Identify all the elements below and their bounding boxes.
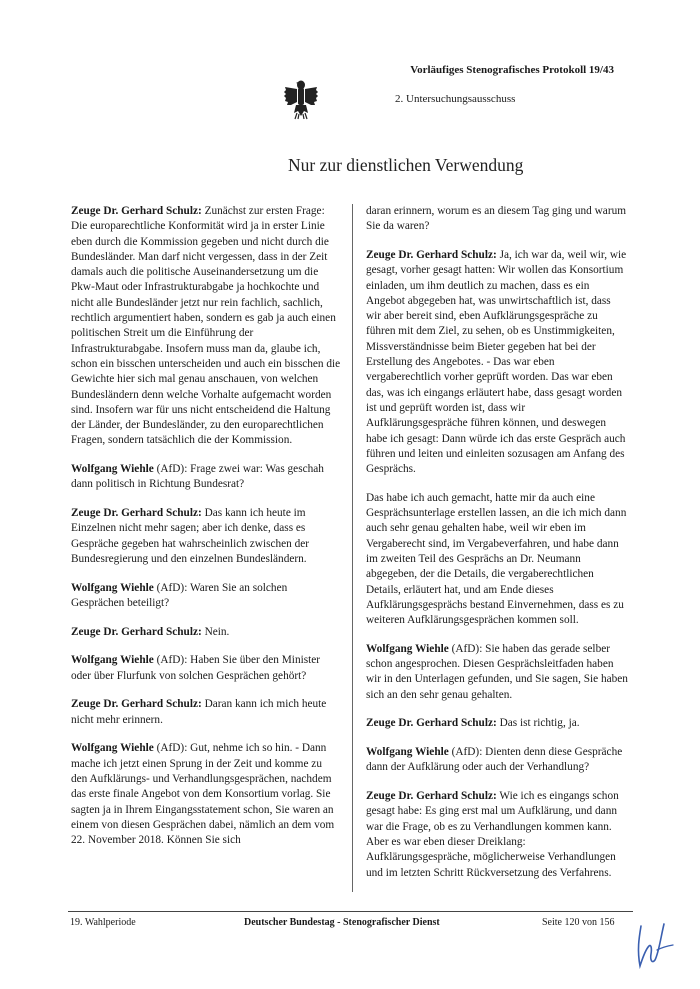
speaker-name: Wolfgang Wiehle [366, 746, 449, 759]
restricted-notice: Nur zur dienstlichen Verwendung [288, 155, 524, 175]
speaker-name: Zeuge Dr. Gerhard Schulz: [366, 717, 497, 730]
statement-text: (AfD): Waren Sie an solchen Gesprächen beteiligt? [71, 581, 288, 609]
committee-name: 2. Untersuchungsausschuss [395, 93, 516, 105]
statement-text: daran erinnern, worum es an diesem Tag ging und warum Sie da waren? [366, 205, 627, 233]
statement-text: (AfD): Haben Sie über den Minister oder über Flurfunk von solchen Gesprächen gehört? [71, 654, 321, 682]
speaker-name: Zeuge Dr. Gerhard Schulz: [71, 507, 202, 520]
statement-text: Nein. [201, 625, 230, 638]
footer-page-number: Seite 120 von 156 [542, 917, 615, 928]
speaker-name: Wolfgang Wiehle [71, 742, 154, 755]
protocol-title: Vorläufiges Stenografisches Protokoll 19/43 [410, 64, 614, 76]
transcript-column-left [71, 204, 341, 862]
footer-service: Deutscher Bundestag - Stenografischer Dienst [244, 917, 440, 928]
transcript-paragraph [71, 204, 341, 449]
speaker-name: Wolfgang Wiehle [71, 463, 154, 476]
transcript-paragraph [366, 642, 628, 703]
statement-text: (AfD): Frage zwei war: Was geschah dann politisch in Richtung Bundesrat? [71, 463, 324, 491]
speaker-name: Zeuge Dr. Gerhard Schulz: [71, 625, 202, 638]
speaker-name: Zeuge Dr. Gerhard Schulz: [71, 205, 202, 217]
speaker-name: Wolfgang Wiehle [71, 654, 154, 667]
transcript-paragraph [71, 653, 341, 684]
transcript-paragraph [71, 462, 341, 493]
statement-text: Wie ich es eingangs schon gesagt habe: Es ging erst mal um Aufklärung, und dann war die Frage, ob es zu Verhandlungen kommen kann. Aber es war eben dieser Dreiklang: Aufklärungsgespräche, möglicherweise Verhandlungen und im letzten Schritt Rückversetzung des Verfahrens. [366, 790, 619, 879]
transcript-paragraph [71, 625, 341, 640]
transcript-column-right [366, 204, 628, 894]
speaker-name: Wolfgang Wiehle [71, 581, 154, 594]
transcript-paragraph [366, 789, 628, 881]
transcript-paragraph [366, 745, 628, 776]
transcript-paragraph [71, 697, 341, 728]
statement-text: Zunächst zur ersten Frage: Die europarechtliche Konformität wird ja in erster Linie eben durch die Kommission gegeben und nicht durch die Bundesländer. Man darf nicht vergessen, dass in der Zeit damals auch die politische Auseinandersetzung um die Pkw-Maut oder Infrastrukturabgabe ja hochkochte und nicht alle Bundesländer jetzt nur rein fachlich, sachlich, rechtlich argumentiert haben, sondern es gab ja auch einen politischen Streit um die Einführung der Infrastrukturabgabe. Insofern muss man da, glaube ich, schon ein bisschen unterscheiden und auch ein bisschen die Gewichte hier sich mal genau anschauen, von welchen Bundesländern denn welche Vorhalte aufgemacht worden sind. Insofern war für uns nicht entscheidend die Haltung der Länder, der Bundesländer, zu den europarechtlichen Fragen, sondern tatsächlich die der Kommission. [71, 205, 341, 447]
transcript-paragraph [366, 491, 628, 629]
speaker-name: Zeuge Dr. Gerhard Schulz: [71, 698, 202, 711]
speaker-name: Zeuge Dr. Gerhard Schulz: [366, 248, 497, 261]
transcript-paragraph [71, 506, 341, 567]
footer-rule [68, 911, 633, 912]
statement-text: Das ist richtig, ja. [496, 717, 580, 730]
column-divider [352, 204, 353, 892]
handwritten-signature [631, 920, 677, 972]
transcript-paragraph [366, 716, 628, 731]
transcript-paragraph [71, 741, 341, 848]
transcript-paragraph [71, 581, 341, 612]
footer-period: 19. Wahlperiode [70, 917, 136, 928]
transcript-paragraph [366, 248, 628, 477]
speaker-name: Wolfgang Wiehle [366, 642, 449, 655]
statement-text: Das kann ich heute im Einzelnen nicht mehr sagen; aber ich denke, dass es Gespräche gegeben hat wahrscheinlich zwischen der Bundesregierung und den einzelnen Bundesländern. [71, 507, 310, 566]
statement-text: (AfD): Dienten denn diese Gespräche dann der Aufklärung oder auch der Verhandlung? [366, 746, 623, 774]
statement-text: (AfD): Sie haben das gerade selber schon angesprochen. Diesen Gesprächsleitfaden haben wir in den Unterlagen gefunden, und Sie sagen, Sie haben sich an den sehr genau gehalten. [366, 642, 628, 701]
statement-text: (AfD): Gut, nehme ich so hin. - Dann mache ich jetzt einen Sprung in der Zeit und komme zu den Aufklärungs- und Verhandlungsgesprächen, nachdem das erste finale Angebot von dem Konsortium vorlag. Sie sagten ja in Ihrem Eingangsstatement schon, Sie waren an einem von diesen Gesprächen dabei, nämlich an dem vom 22. November 2018. Können Sie sich [71, 742, 335, 847]
speaker-name: Zeuge Dr. Gerhard Schulz: [366, 790, 497, 803]
statement-text: Daran kann ich mich heute nicht mehr erinnern. [71, 698, 327, 726]
federal-eagle-icon [283, 78, 319, 120]
transcript-paragraph [366, 204, 628, 235]
statement-text: Ja, ich war da, weil wir, wie gesagt, vorher gesagt hatten: Wir wollen das Konsortium einladen, um ihm deutlich zu machen, dass es ein Angebot abgegeben hat, was unwirtschaftlich ist, dass wir aber bereit sind, eben Aufklärungsgespräche zu führen mit dem Ziel, zu sehen, ob es Unstimmigkeiten, Missverständnisse beim Bieter gegeben hat bei der Erstellung des Angebotes. - Das war eben vergaberechtlich vorher geprüft worden. Das war eben das, was ich eingangs erläutert habe, dass gesagt worden ist und geprüft worden ist, dass wir Aufklärungsgespräche führen können, und deswegen habe ich gesagt: Dann würde ich das erste Gespräch auch führen und leiten und einleiten sozusagen am Anfang des Gesprächs. [366, 248, 627, 476]
statement-text: Das habe ich auch gemacht, hatte mir da auch eine Gesprächsunterlage erstellen lassen, an die ich mich dann auch sehr genau gehalten habe, weil wir eben im Vergaberecht sind, im Vergabeverfahren, und habe dann im zweiten Teil des Gesprächs an Dr. Neumann abgegeben, der die Details, die vergaberechtlichen Details, erläutert hat, und am Ende dieses Aufklärungsgesprächs bestand Einvernehmen, dass es zu weiteren Aufklärungsgesprächen kommen soll. [366, 491, 627, 627]
